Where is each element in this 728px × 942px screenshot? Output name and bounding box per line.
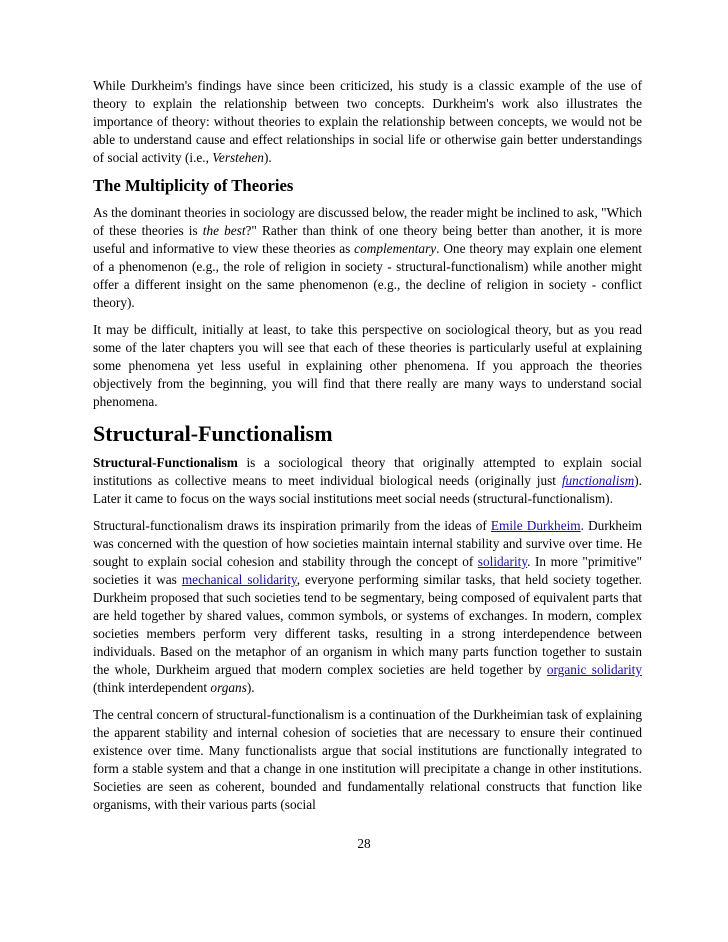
page-content	[93, 77, 642, 823]
emphasis-organs: organs	[210, 680, 247, 695]
page-number: 28	[357, 836, 371, 851]
link-organic-solidarity[interactable]: organic solidarity	[546, 662, 643, 677]
link-emile-durkheim[interactable]: Emile Durkheim	[490, 518, 581, 533]
emphasis-the-best: the best	[202, 223, 246, 238]
section-heading-multiplicity: The Multiplicity of Theories	[93, 176, 294, 195]
emphasis-verstehen: Verstehen	[212, 150, 264, 165]
link-mechanical-solidarity[interactable]: mechanical solidarity	[181, 572, 297, 587]
paragraph-dominant-theories: As the dominant theories in sociology are discussed below, the reader might be inclined to ask, "Which of these theories is the best?" Rather than think of one theory being better than another, it is more useful and informative to view these theories as complementary. One theory may explain one element of a phenomenon (e.g., the role of religion in society - structural-functionalism) while another might offer a different insight on the same phenomenon (e.g., the decline of religion in society - conflict theory).	[93, 205, 643, 310]
paragraph-perspective: It may be difficult, initially at least, to take this perspective on sociological theory, but as you read some of the later chapters you will see that each of these theories is particularly useful at explaining some phenomena yet less useful in explaining other phenomena. If you approach the theories objectively from the beginning, you will find that there really are many ways to understand social phenomena.	[93, 322, 642, 409]
paragraph-durkheim-inspiration: Structural-functionalism draws its inspiration primarily from the ideas of Emile Durkheim. Durkheim was concerned with the question of how societies maintain internal stability and survive over time. He sought to explain social cohesion and stability through the concept of solidarity. In more "primitive" societies it was mechanical solidarity, everyone performing similar tasks, that held society together. Durkheim proposed that such societies tend to be segmentary, being composed of equivalent parts that are held together by shared values, common symbols, or systems of exchanges. In modern, complex societies members perform very different tasks, resulting in a strong interdependence between individuals. Based on the metaphor of an organism in which many parts function together to sustain the whole, Durkheim argued that modern complex societies are held together by organic solidarity (think interdependent organs).	[93, 518, 643, 695]
paragraph-durkheim-findings: While Durkheim's findings have since been criticized, his study is a classic example of the use of theory to explain the relationship between two concepts. Durkheim's work also illustrates the importance of theory: without theories to explain the relationship between concepts, we would not be able to understand cause and effect relationships in social life or otherwise gain better understandings of social activity (i.e., Verstehen).	[93, 78, 642, 165]
paragraph-sf-definition: Structural-Functionalism is a sociological theory that originally attempted to explain social institutions as collective means to meet individual biological needs (originally just functionalism). Later it came to focus on the ways social institutions meet social needs (structural-functionalism).	[93, 455, 642, 506]
link-solidarity[interactable]: solidarity	[477, 554, 528, 569]
paragraph-central-concern: The central concern of structural-functionalism is a continuation of the Durkheimian task of explaining the apparent stability and internal cohesion of societies that are necessary to ensure their continued existence over time. Many functionalists argue that social institutions are functionally integrated to form a stable system and that a change in one institution will precipitate a change in other institutions. Societies are seen as coherent, bounded and fundamentally relational constructs that function like organisms, with their various parts (social	[93, 707, 642, 812]
emphasis-complementary: complementary	[354, 241, 437, 256]
term-structural-functionalism: Structural-Functionalism	[93, 455, 238, 470]
link-functionalism[interactable]: functionalism	[561, 473, 635, 488]
section-heading-structural-functionalism: Structural-Functionalism	[93, 421, 333, 446]
